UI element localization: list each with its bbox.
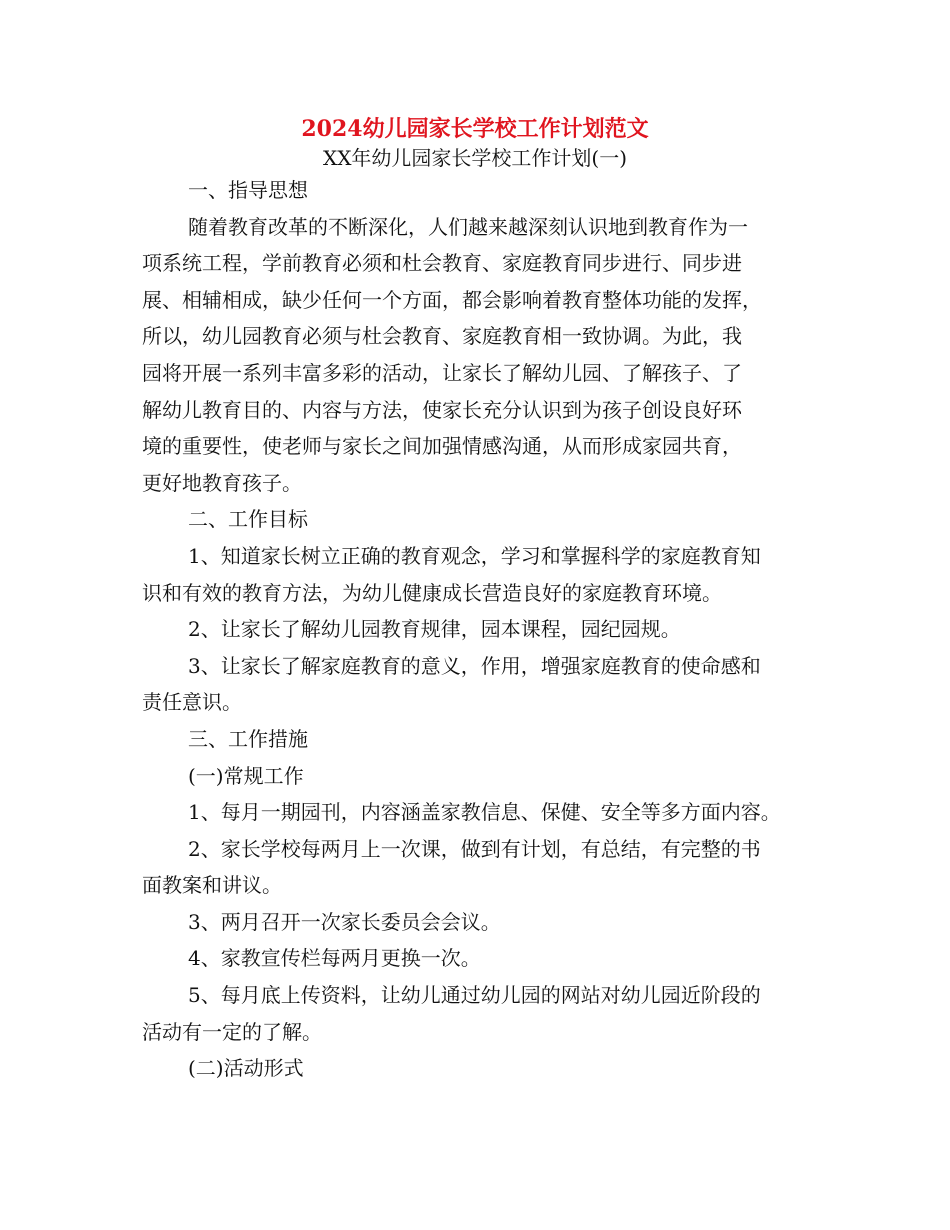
document-title: 2024幼儿园家长学校工作计划范文	[301, 116, 649, 142]
text-line: 2、家长学校每两月上一次课，做到有计划，有总结，有完整的书	[188, 836, 761, 861]
text-line: 3、让家长了解家庭教育的意义，作用，增强家庭教育的使命感和	[188, 653, 761, 678]
text-line: 三、工作措施	[188, 726, 308, 751]
text-line: (一)常规工作	[188, 763, 304, 788]
text-line: 活动有一定的了解。	[142, 1019, 322, 1044]
text-line: 所以，幼儿园教育必须与杜会教育、家庭教育相一致协调。为此，我	[142, 324, 742, 349]
text-line: 更好地教育孩子。	[142, 470, 302, 495]
text-line: 项系统工程，学前教育必须和杜会教育、家庭教育同步进行、同步进	[142, 251, 742, 276]
text-line: 面教案和讲议。	[142, 873, 282, 898]
text-line: 二、工作目标	[188, 507, 308, 532]
text-line: 园将开展一系列丰富多彩的活动，让家长了解幼儿园、了解孩子、了	[142, 360, 742, 385]
text-line: 5、每月底上传资料，让幼儿通过幼儿园的网站对幼儿园近阶段的	[188, 983, 761, 1008]
text-line: (二)活动形式	[188, 1056, 304, 1081]
text-line: 4、家教宣传栏每两月更换一次。	[188, 946, 481, 971]
text-line: 境的重要性，使老师与家长之间加强情感沟通，从而形成家园共育，	[142, 434, 742, 459]
text-line: 随着教育改革的不断深化，人们越来越深刻认识地到教育作为一	[188, 214, 748, 239]
text-line: 识和有效的教育方法，为幼儿健康成长营造良好的家庭教育环境。	[142, 580, 722, 605]
text-line: 展、相辅相成，缺少任何一个方面，都会影响着教育整体功能的发挥，	[142, 287, 762, 312]
document-subtitle: XX年幼儿园家长学校工作计划(一)	[322, 146, 628, 170]
text-line: 1、每月一期园刊，内容涵盖家教信息、保健、安全等多方面内容。	[188, 800, 781, 825]
text-line: 2、让家长了解幼儿园教育规律，园本课程，园纪园规。	[188, 617, 681, 642]
text-line: 3、两月召开一次家长委员会会议。	[188, 909, 501, 934]
text-line: 责任意识。	[142, 690, 242, 715]
text-line: 一、指导思想	[188, 178, 308, 202]
text-line: 解幼儿教育目的、内容与方法，使家长充分认识到为孩子创设良好环	[142, 397, 742, 422]
text-line: 1、知道家长树立正确的教育观念，学习和掌握科学的家庭教育知	[188, 543, 761, 568]
document-body	[142, 172, 827, 1087]
